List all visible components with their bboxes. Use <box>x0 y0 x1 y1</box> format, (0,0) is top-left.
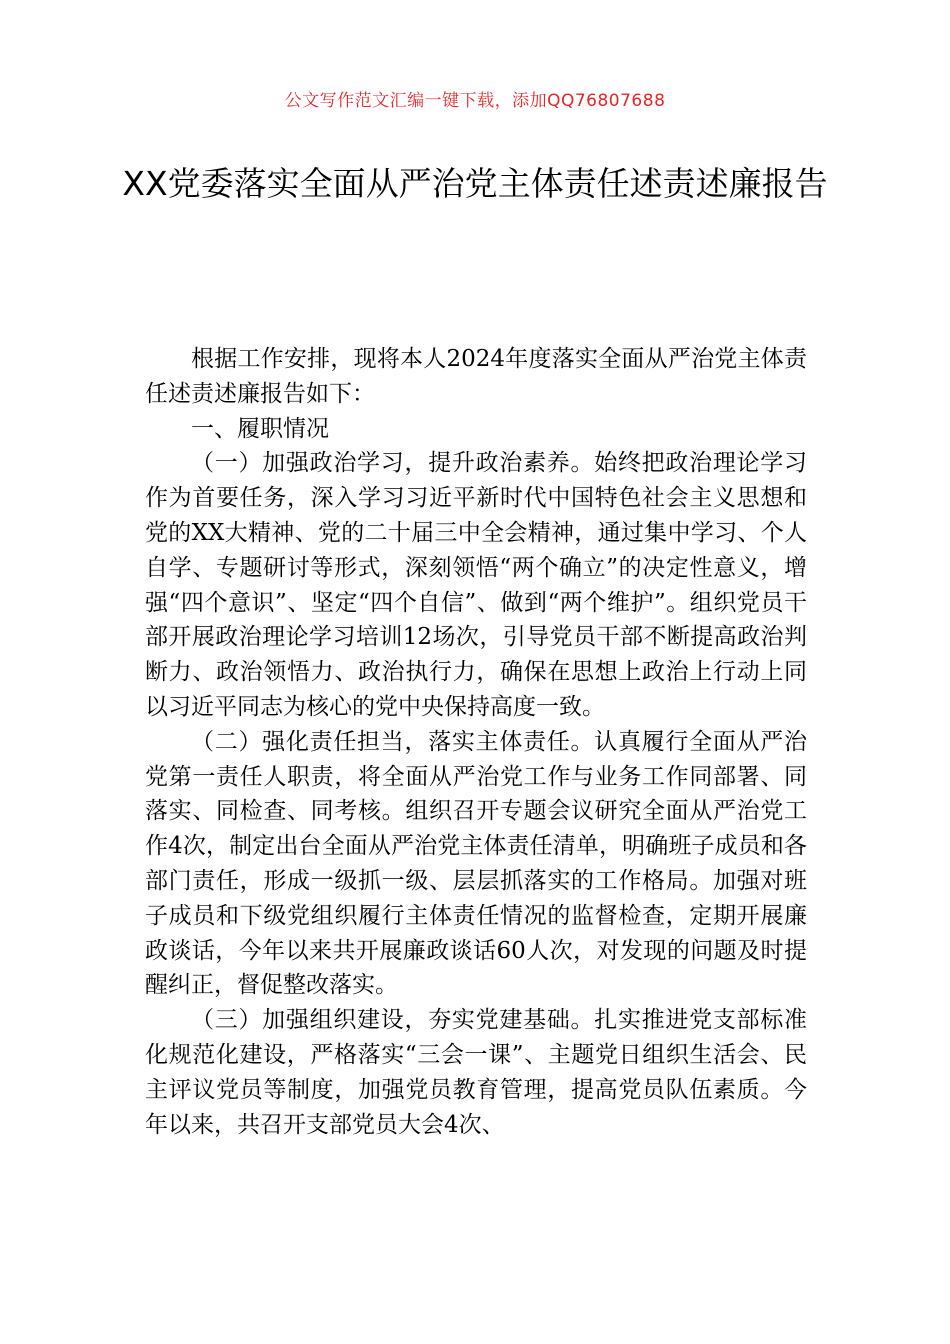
body-paragraph: （三）加强组织建设，夯实党建基础。扎实推进党支部标准化规范化建设，严格落实“三会一课”、主题党日组织生活会、民主评议党员等制度，加强党员教育管理，提高党员队伍素质。今年以来，共召开支部党员大会4次、 <box>145 1007 807 1138</box>
body-paragraph: （一）加强政治学习，提升政治素养。始终把政治理论学习作为首要任务，深入学习习近平新时代中国特色社会主义思想和党的XX大精神、党的二十届三中全会精神，通过集中学习、个人自学、专题研讨等形式，深刻领悟“两个确立”的决定性意义，增强“四个意识”、坚定“四个自信”、做到“两个维护”。组织党员干部开展政治理论学习培训12场次，引导党员干部不断提高政治判断力、政治领悟力、政治执行力，确保在思想上政治上行动上同以习近平同志为核心的党中央保持高度一致。 <box>145 450 807 720</box>
section-heading: 一、履职情况 <box>191 415 329 442</box>
intro-paragraph: 根据工作安排，现将本人2024年度落实全面从严治党主体责任述责述廉报告如下： <box>145 346 807 407</box>
body-paragraph: （二）强化责任担当，落实主体责任。认真履行全面从严治党第一责任人职责，将全面从严治党工作与业务工作同部署、同落实、同检查、同考核。组织召开专题会议研究全面从严治党工作4次，制定出台全面从严治党主体责任清单，明确班子成员和各部门责任，形成一级抓一级、层层抓落实的工作格局。加强对班子成员和下级党组织履行主体责任情况的监督检查，定期开展廉政谈话，今年以来共开展廉政谈话60人次，对发现的问题及时提醒纠正，督促整改落实。 <box>145 728 807 999</box>
watermark-text: 公文写作范文汇编一键下载，添加QQ76807688 <box>284 91 666 111</box>
document-body <box>145 342 807 1142</box>
document-title: XX党委落实全面从严治党主体责任述责述廉报告 <box>122 164 828 203</box>
